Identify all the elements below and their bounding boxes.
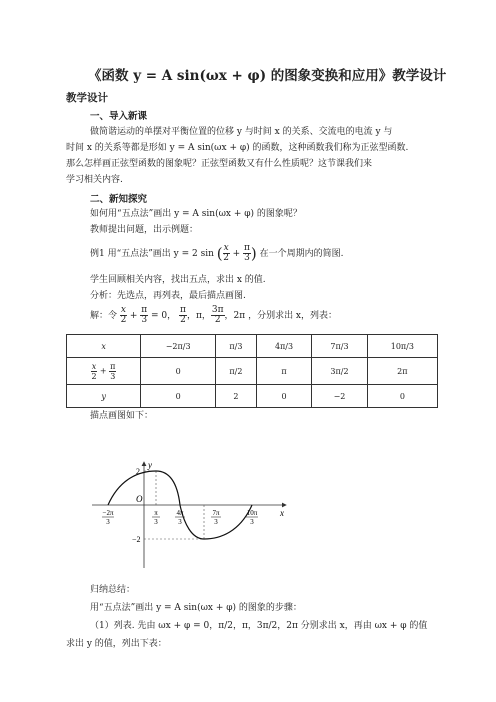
y-axis-label: y: [148, 460, 152, 470]
solution-mid: = 0，: [151, 311, 177, 321]
summary-line-2: （1）列表. 先由 ωx + φ = 0，π/2，π，3π/2，2π 分别求出 x，再由 ωx + φ 的值: [90, 621, 428, 631]
table-row2-label: $\frac{x}{2}$ + $\frac{\pi}{3}$: [67, 358, 141, 385]
svg-text:10π: 10π: [246, 509, 258, 517]
solution-end: ，分别求出 x，列表：: [248, 311, 337, 321]
solution-line: 解：令 $\frac{x}{2}$ + $\frac{\pi}{3}$ = 0， $\frac{\pi}{2}$ ，π， $\frac{3\pi}{2}$ ，2π ，分别求出 x，列表：: [90, 305, 337, 325]
table-cell: 2π: [367, 358, 437, 385]
y-tick-neg2: −2: [132, 535, 141, 544]
question-line: 如何用“五点法”画出 y = A sin(ωx + φ) 的图象呢？: [90, 209, 302, 219]
x-tick-labels: [102, 509, 258, 526]
table-row3-label: y: [67, 385, 141, 408]
svg-text:3: 3: [250, 518, 254, 526]
section-title: 教学设计: [66, 92, 108, 104]
example-1: 例1 用“五点法”画出 y = 2 sin ( $\frac{x}{2}$ + $\frac{\pi}{3}$ ) 在一个周期内的简图.: [90, 243, 344, 263]
table-cell: −2π/3: [141, 335, 216, 358]
table-cell: 4π/3: [256, 335, 311, 358]
table-cell: 7π/3: [312, 335, 367, 358]
table-cell: 0: [141, 358, 216, 385]
summary-line-3: 求出 y 的值，列出下表：: [66, 639, 167, 649]
table-row1-label: x: [67, 335, 141, 358]
origin-label: O: [136, 494, 143, 504]
table-cell: −2: [312, 385, 367, 408]
svg-text:3: 3: [214, 518, 218, 526]
svg-text:4π: 4π: [176, 509, 184, 517]
table-cell: π/3: [216, 335, 257, 358]
five-point-table: [66, 334, 438, 408]
analysis-line: 分析：先选点，再列表，最后描点画图.: [90, 291, 246, 301]
svg-text:3: 3: [178, 518, 182, 526]
svg-text:π: π: [154, 509, 158, 517]
intro-line-3: 那么怎样画正弦型函数的图象呢？正弦型函数又有什么性质呢？这节课我们来: [66, 159, 373, 169]
svg-text:7π: 7π: [212, 509, 220, 517]
example-suffix: 在一个周期内的简图.: [259, 249, 344, 259]
table-cell: π/2: [216, 358, 257, 385]
document-title: 《函数 y = A sin(ωx + φ) 的图象变换和应用》教学设计: [88, 68, 447, 84]
intro-line-1: 做简谐运动的单摆对平衡位置的位移 y 与时间 x 的关系、交流电的电流 y 与: [90, 127, 393, 137]
svg-text:3: 3: [154, 518, 158, 526]
part2-heading: 二、新知探究: [90, 194, 148, 205]
part1-heading: 一、导入新课: [90, 111, 148, 122]
table-cell: 2: [216, 385, 257, 408]
table-cell: 0: [367, 385, 437, 408]
intro-line-2: 时间 x 的关系等都是形如 y = A sin(ωx + φ) 的函数，这种函数我们称为正弦型函数.: [66, 143, 409, 153]
sine-graph: [88, 458, 298, 576]
svg-text:−2π: −2π: [102, 509, 114, 517]
svg-text:3: 3: [106, 518, 110, 526]
table-cell: 0: [141, 385, 216, 408]
example-prefix: 例1 用“五点法”画出 y = 2 sin: [90, 249, 214, 259]
table-cell: 0: [256, 385, 311, 408]
teacher-line: 教师提出问题，出示例题：: [90, 225, 199, 235]
solution-prefix: 解：令: [90, 311, 118, 321]
table-cell: π: [256, 358, 311, 385]
summary-line-1: 用“五点法”画出 y = A sin(ωx + φ) 的图象的步骤：: [90, 603, 302, 613]
summary-heading: 归纳总结：: [90, 585, 136, 595]
student-line: 学生回顾相关内容，找出五点，求出 x 的值.: [90, 275, 266, 285]
table-cell: 3π/2: [312, 358, 367, 385]
y-tick-2: 2: [136, 467, 140, 476]
x-axis-label: x: [280, 508, 284, 518]
plot-caption: 描点画图如下：: [90, 411, 154, 421]
table-cell: 10π/3: [367, 335, 437, 358]
intro-line-4: 学习相关内容.: [66, 175, 123, 185]
